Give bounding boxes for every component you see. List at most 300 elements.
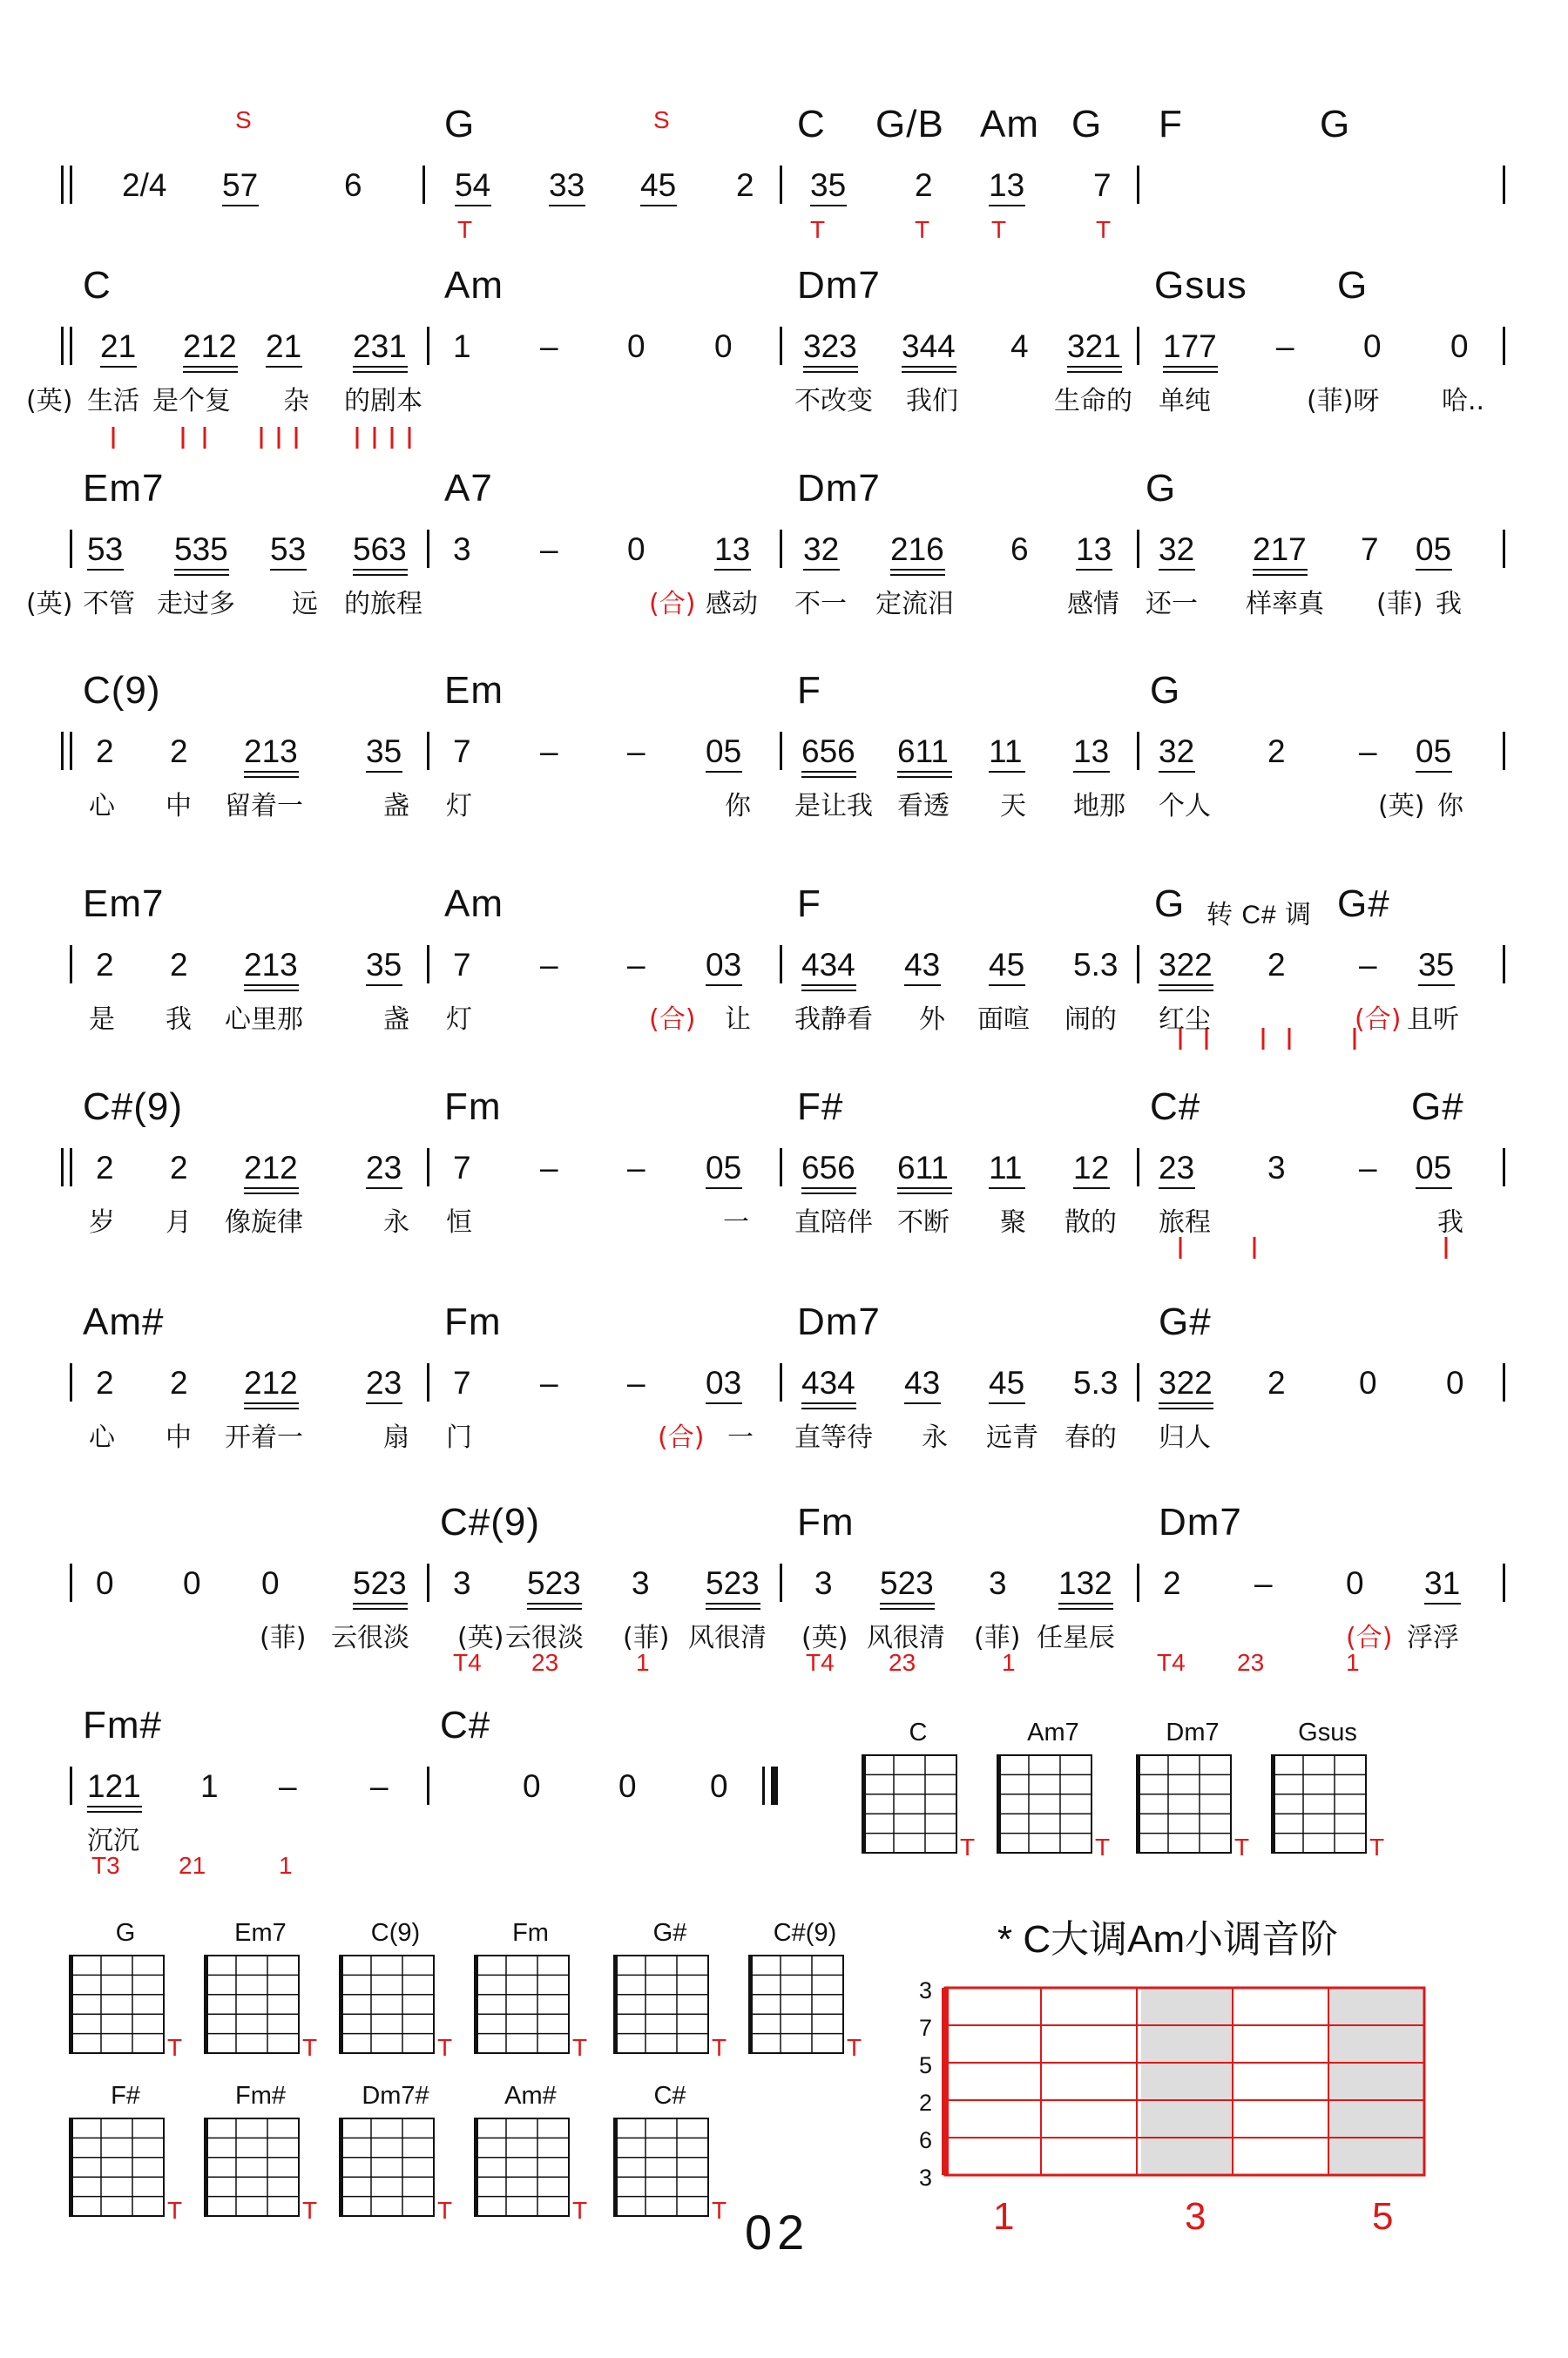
note-group: 4: [1010, 328, 1029, 364]
lyric-text: 归人: [1159, 1422, 1211, 1453]
note-group: 21: [266, 328, 302, 364]
scale-title: * C大调Am小调音阶: [997, 1918, 1339, 1961]
lyric-text: 风很清: [688, 1623, 767, 1653]
note-group: 13: [1076, 531, 1112, 567]
note-group: 656: [801, 733, 855, 769]
bar-line: [70, 327, 72, 365]
lyric-text: 远青: [986, 1422, 1038, 1453]
lyric-text: (英): [1378, 791, 1425, 821]
note-group: 611: [897, 733, 949, 769]
note-group: 656: [801, 1150, 855, 1186]
note-group: 43: [904, 947, 941, 983]
note-group: 523: [527, 1565, 581, 1601]
lyric-text: (合): [1346, 1623, 1393, 1653]
lyric-text: 心: [89, 1422, 115, 1453]
note-group: 523: [706, 1565, 760, 1601]
chord-diagram-grid: [205, 1956, 299, 2053]
chord-symbol: Am#: [83, 1301, 165, 1343]
lyric-text: 是让我: [794, 791, 873, 821]
lyric-text: 哈..: [1442, 386, 1485, 416]
bar-line: [427, 1363, 429, 1402]
lyric-text: 走过多: [157, 589, 235, 619]
chord-diagram-name: C#: [653, 2082, 686, 2110]
chord-diagram-nut: [205, 1956, 208, 2053]
note-group: 2: [1163, 1565, 1181, 1601]
lyric-text: (英): [26, 589, 73, 619]
tab-t-label: T: [1095, 1834, 1111, 1861]
tab-mark: 23: [1237, 1649, 1265, 1676]
chord-diagram-grid: [475, 1956, 569, 2053]
note-group: 13: [989, 167, 1025, 203]
note-group: 0: [627, 531, 645, 567]
chord-symbol: C#(9): [440, 1501, 541, 1544]
lyric-text: 直陪伴: [794, 1207, 873, 1238]
note-group: 35: [810, 167, 847, 203]
tab-t-label: T: [712, 2034, 727, 2061]
lyric-text: 杂: [283, 386, 309, 416]
chord-diagram-grid: [614, 1956, 708, 2053]
note-group: 523: [353, 1565, 407, 1601]
lyric-text: 散的: [1064, 1207, 1117, 1238]
lyric-text: 门: [446, 1422, 472, 1453]
chord-diagram-name: Dm7: [1166, 1719, 1220, 1747]
note-group: 323: [803, 328, 857, 364]
bar-line: [427, 1767, 429, 1805]
lyric-text: 生命的: [1054, 386, 1132, 416]
lyric-text: 盏: [383, 791, 409, 821]
bar-line: [1503, 1148, 1505, 1186]
bar-line: [780, 732, 782, 770]
note-group: 7: [1093, 167, 1112, 203]
lyric-text: (合): [1355, 1004, 1402, 1035]
tab-mark: T3: [91, 1852, 120, 1879]
chord-diagram-nut: [70, 2118, 73, 2216]
note-group: 217: [1253, 531, 1307, 567]
note-group: 7: [453, 733, 471, 769]
tab-mark: T4: [453, 1649, 482, 1676]
note-group: 3: [989, 1565, 1007, 1601]
lyric-text: 的剧本: [344, 386, 422, 416]
note-group: 2: [170, 1365, 188, 1401]
lyric-text: (合): [649, 1004, 696, 1035]
bar-line: [70, 945, 72, 983]
note-group: 2: [1267, 733, 1286, 769]
tab-t-label: T: [1369, 1834, 1385, 1861]
chord-diagram-name: G#: [652, 1919, 687, 1947]
lyric-text: (菲): [1376, 589, 1423, 619]
chord-symbol: G: [1337, 264, 1369, 307]
note-group: 213: [244, 947, 298, 983]
note-group: 2: [170, 947, 188, 983]
final-bar-thin: [762, 1767, 765, 1805]
chord-diagram-grid: [997, 1755, 1092, 1853]
tab-mark: 1: [636, 1649, 650, 1676]
scale-string-label: 6: [919, 2127, 933, 2153]
note-group: 13: [714, 531, 751, 567]
lyric-text: (菲)呀: [1307, 386, 1380, 416]
chord-symbol: Am: [980, 103, 1039, 145]
lyric-text: 盏: [383, 1004, 409, 1035]
note-group: 43: [904, 1365, 941, 1401]
tab-t-label: T: [960, 1834, 976, 1861]
note-group: 2: [170, 1150, 188, 1186]
note-group: 2: [96, 733, 114, 769]
chord-symbol: Em7: [83, 882, 165, 925]
lyric-text: 远: [292, 589, 318, 619]
note-group: 5.3: [1073, 947, 1119, 983]
note-group: 32: [1159, 733, 1195, 769]
note-group: 54: [455, 167, 491, 203]
bar-line: [427, 327, 429, 365]
double-bar-line: [61, 732, 64, 770]
note-group: 0: [1346, 1565, 1364, 1601]
chord-symbol: G: [1071, 103, 1103, 145]
tab-t-label: T: [572, 2197, 588, 2224]
chord-symbol: G: [1150, 669, 1181, 712]
chord-symbol: Fm: [797, 1501, 855, 1544]
note-group: 212: [244, 1150, 298, 1186]
lyric-text: 是个复: [152, 386, 231, 416]
chord-diagram-name: C: [909, 1719, 928, 1747]
lyric-text: 中: [166, 1422, 192, 1453]
bar-line: [1137, 1564, 1139, 1602]
note-group: –: [1359, 947, 1377, 983]
note-group: 216: [890, 531, 944, 567]
lyric-text: 春的: [1064, 1422, 1117, 1453]
note-group: 12: [1073, 1150, 1110, 1186]
note-group: 213: [244, 733, 298, 769]
lyric-text: 不管: [83, 589, 135, 619]
lyric-text: 旅程: [1159, 1207, 1211, 1238]
double-bar-line: [61, 166, 64, 204]
note-group: 7: [1361, 531, 1379, 567]
scale-string-label: 3: [919, 2165, 933, 2191]
lyric-text: 永: [383, 1207, 409, 1238]
chord-diagram-nut: [70, 1956, 73, 2053]
bar-line: [70, 1363, 72, 1402]
lyric-text: 一: [727, 1422, 754, 1453]
bar-line: [780, 1363, 782, 1402]
note-group: 2: [1267, 1365, 1286, 1401]
modulation-note: 转 C# 调: [1206, 901, 1313, 929]
lyric-text: 恒: [446, 1207, 472, 1238]
lyric-text: 是: [89, 1004, 115, 1035]
note-group: 35: [1418, 947, 1455, 983]
bar-line: [427, 1564, 429, 1602]
scale-string-label: 2: [919, 2090, 933, 2116]
chord-symbol: Am: [444, 882, 504, 925]
lyric-text: 感动: [706, 589, 758, 619]
lyric-text: 任星辰: [1037, 1623, 1115, 1653]
note-group: 7: [453, 1150, 471, 1186]
bar-line: [780, 1148, 782, 1186]
note-group: –: [540, 1365, 558, 1401]
lyric-text: (菲): [623, 1623, 670, 1653]
note-group: 2: [1267, 947, 1286, 983]
lyric-text: 我: [166, 1004, 192, 1035]
bar-line: [1503, 1363, 1505, 1402]
lyric-text: 留着一: [225, 791, 303, 821]
chord-diagram-nut: [1137, 1755, 1140, 1853]
chord-diagram-nut: [1272, 1755, 1275, 1853]
chord-symbol: F: [1159, 103, 1183, 145]
note-group: 11: [989, 733, 1023, 769]
chord-symbol: C#(9): [83, 1085, 184, 1128]
chord-diagram-grid: [205, 2118, 299, 2216]
note-group: 1: [453, 328, 471, 364]
lyric-text: 像旋律: [225, 1207, 303, 1238]
chord-symbol: F#: [797, 1085, 844, 1128]
lyric-text: 地那: [1073, 791, 1125, 821]
note-group: 05: [706, 1150, 742, 1186]
lyric-text: 心里那: [225, 1004, 303, 1035]
bar-line: [1137, 327, 1139, 365]
note-group: 6: [1010, 531, 1029, 567]
bar-line: [1503, 1564, 1505, 1602]
chord-diagram-name: Am7: [1027, 1719, 1079, 1747]
chord-diagram-nut: [614, 2118, 618, 2216]
note-group: 212: [183, 328, 237, 364]
chord-diagram-grid: [70, 2118, 164, 2216]
chord-diagram-name: C(9): [370, 1919, 421, 1947]
tab-mark: T: [915, 216, 930, 243]
bar-line: [780, 327, 782, 365]
note-group: –: [1276, 328, 1294, 364]
lyric-text: 心: [89, 791, 115, 821]
lyric-text: 感情: [1067, 589, 1119, 619]
note-group: 523: [880, 1565, 934, 1601]
note-group: 0: [714, 328, 733, 364]
chord-symbol: Fm#: [83, 1704, 162, 1747]
chord-symbol: Dm7: [797, 467, 881, 510]
lyric-text: 扇: [383, 1422, 409, 1453]
bar-line: [1137, 530, 1139, 568]
chord-diagram-name: Em7: [234, 1919, 287, 1947]
lyric-text: 云很淡: [505, 1623, 584, 1653]
note-group: –: [627, 733, 645, 769]
lyric-text: 风很清: [867, 1623, 945, 1653]
chord-symbol: G#: [1159, 1301, 1212, 1343]
chord-symbol: G: [1154, 882, 1186, 925]
note-group: 434: [801, 1365, 855, 1401]
tab-mark: 23: [531, 1649, 559, 1676]
note-group: 05: [1416, 733, 1452, 769]
lyric-text: (菲): [260, 1623, 307, 1653]
note-group: 0: [96, 1565, 114, 1601]
tab-mark: T: [991, 216, 1007, 243]
note-group: 2: [915, 167, 933, 203]
chord-symbol: Em: [444, 669, 504, 712]
lyric-text: (合): [658, 1422, 705, 1453]
tab-mark: T4: [1157, 1649, 1186, 1676]
bar-line: [70, 1148, 72, 1186]
chord-diagram-grid: [1272, 1755, 1366, 1853]
note-group: 2/4: [122, 167, 167, 203]
bar-line: [780, 945, 782, 983]
note-group: 57: [222, 167, 259, 203]
chord-symbol: G: [1146, 467, 1177, 510]
note-group: 322: [1159, 1365, 1213, 1401]
bar-line: [1137, 1148, 1139, 1186]
slide-mark: S: [235, 106, 252, 133]
tab-t-label: T: [712, 2197, 727, 2224]
lyric-text: 我静看: [794, 1004, 873, 1035]
note-group: 35: [366, 733, 402, 769]
note-group: 535: [174, 531, 228, 567]
note-group: 3: [1267, 1150, 1286, 1186]
note-group: –: [627, 1150, 645, 1186]
note-group: 177: [1163, 328, 1217, 364]
lyric-text: 灯: [446, 791, 472, 821]
note-group: 121: [87, 1768, 141, 1804]
chord-symbol: Fm: [444, 1301, 502, 1343]
lyric-text: 中: [166, 791, 192, 821]
note-group: 3: [814, 1565, 833, 1601]
chord-symbol: F: [797, 882, 821, 925]
note-group: 344: [902, 328, 956, 364]
lyric-text: 单纯: [1159, 386, 1211, 416]
note-group: 21: [100, 328, 137, 364]
lyric-text: 红尘: [1159, 1004, 1211, 1035]
lyric-text: 闹的: [1064, 1004, 1117, 1035]
bar-line: [70, 1767, 72, 1805]
chord-diagram-nut: [997, 1755, 1001, 1853]
chord-symbol: F: [797, 669, 821, 712]
chord-diagram-grid: [749, 1956, 843, 2053]
scale-string-label: 5: [919, 2052, 933, 2078]
bar-line: [70, 166, 72, 204]
chord-diagram-nut: [475, 1956, 478, 2053]
chord-symbol: Dm7: [1159, 1501, 1242, 1544]
chord-symbol: Fm: [444, 1085, 502, 1128]
tab-t-label: T: [302, 2034, 318, 2061]
tab-t-label: T: [572, 2034, 588, 2061]
lyric-text: (英): [26, 386, 73, 416]
lyric-text: 你: [725, 791, 751, 821]
note-group: 563: [353, 531, 407, 567]
bar-line: [780, 530, 782, 568]
lyric-text: 不改变: [794, 386, 873, 416]
lyric-text: 个人: [1159, 791, 1211, 821]
chord-diagram-nut: [749, 1956, 753, 2053]
note-group: 33: [549, 167, 585, 203]
lyric-text: 你: [1437, 791, 1463, 821]
lyric-text: 外: [919, 1004, 945, 1035]
bar-line: [1503, 327, 1505, 365]
bar-line: [427, 1148, 429, 1186]
tab-mark: T4: [806, 1649, 835, 1676]
lyric-text: 生活: [87, 386, 139, 416]
note-group: 0: [1446, 1365, 1464, 1401]
note-group: –: [540, 947, 558, 983]
lyric-text: 我: [1437, 1207, 1463, 1238]
lyric-text: 面喧: [977, 1004, 1030, 1035]
lyric-text: 云很淡: [331, 1623, 409, 1653]
page-number: 02: [745, 2205, 810, 2260]
note-group: 11: [989, 1150, 1023, 1186]
note-group: 45: [640, 167, 677, 203]
note-group: –: [279, 1768, 297, 1804]
lyric-text: (英): [801, 1623, 848, 1653]
bar-line: [1137, 945, 1139, 983]
chord-diagram-nut: [340, 1956, 343, 2053]
tab-mark: 1: [1002, 1649, 1016, 1676]
note-group: 35: [366, 947, 402, 983]
note-group: 0: [183, 1565, 201, 1601]
tab-t-label: T: [847, 2034, 862, 2061]
note-group: 2: [96, 1365, 114, 1401]
tab-t-label: T: [167, 2034, 183, 2061]
chord-symbol: Dm7: [797, 1301, 881, 1343]
bar-line: [70, 530, 72, 568]
lyric-text: 永: [922, 1422, 948, 1453]
lyric-text: 还一: [1146, 589, 1198, 619]
chord-diagram-name: Gsus: [1298, 1719, 1357, 1747]
scale-string-label: 7: [919, 2015, 933, 2041]
note-group: 13: [1073, 733, 1110, 769]
note-group: 2: [736, 167, 754, 203]
chord-diagram-grid: [340, 2118, 434, 2216]
chord-diagram-grid: [862, 1755, 956, 1853]
chord-diagram-grid: [475, 2118, 569, 2216]
note-group: 05: [1416, 531, 1452, 567]
chord-symbol: Em7: [83, 467, 165, 510]
bar-line: [70, 732, 72, 770]
tab-mark: 1: [279, 1852, 293, 1879]
note-group: 0: [523, 1768, 541, 1804]
note-group: 5.3: [1073, 1365, 1119, 1401]
chord-diagram-name: C#(9): [773, 1919, 837, 1947]
chord-symbol: C: [83, 264, 112, 307]
note-group: 0: [710, 1768, 728, 1804]
chord-diagram-name: Fm: [512, 1919, 549, 1947]
lyric-text: 聚: [1000, 1207, 1026, 1238]
chord-symbol: G#: [1411, 1085, 1464, 1128]
lyric-text: 让: [725, 1004, 751, 1035]
bar-line: [1137, 166, 1139, 204]
note-group: 3: [453, 531, 471, 567]
tab-t-label: T: [437, 2197, 453, 2224]
note-group: –: [540, 1150, 558, 1186]
lyric-text: (菲): [974, 1623, 1021, 1653]
lyric-text: 岁: [89, 1207, 115, 1238]
chord-symbol: C#: [1150, 1085, 1201, 1128]
note-group: 53: [87, 531, 124, 567]
lyric-text: 沉沉: [87, 1826, 139, 1856]
note-group: 0: [627, 328, 645, 364]
lyric-text: 开着一: [225, 1422, 303, 1453]
tab-mark: T: [1096, 216, 1112, 243]
chord-symbol: G/B: [875, 103, 944, 145]
chord-symbol: C#: [440, 1704, 491, 1747]
chord-diagram-name: Am#: [504, 2082, 557, 2110]
scale-nut: [942, 1988, 949, 2175]
note-group: 0: [1359, 1365, 1377, 1401]
chord-diagram-grid: [70, 1956, 164, 2053]
note-group: 7: [453, 1365, 471, 1401]
note-group: 03: [706, 1365, 742, 1401]
chord-symbol: Gsus: [1154, 264, 1247, 307]
note-group: 45: [989, 1365, 1025, 1401]
lyric-text: (合): [649, 589, 696, 619]
lyric-text: 我们: [906, 386, 958, 416]
chord-diagram-nut: [614, 1956, 618, 2053]
bar-line: [1503, 530, 1505, 568]
lyric-text: 直等待: [794, 1422, 873, 1453]
chord-diagram-name: Fm#: [235, 2082, 286, 2110]
note-group: –: [370, 1768, 389, 1804]
note-group: –: [627, 1365, 645, 1401]
